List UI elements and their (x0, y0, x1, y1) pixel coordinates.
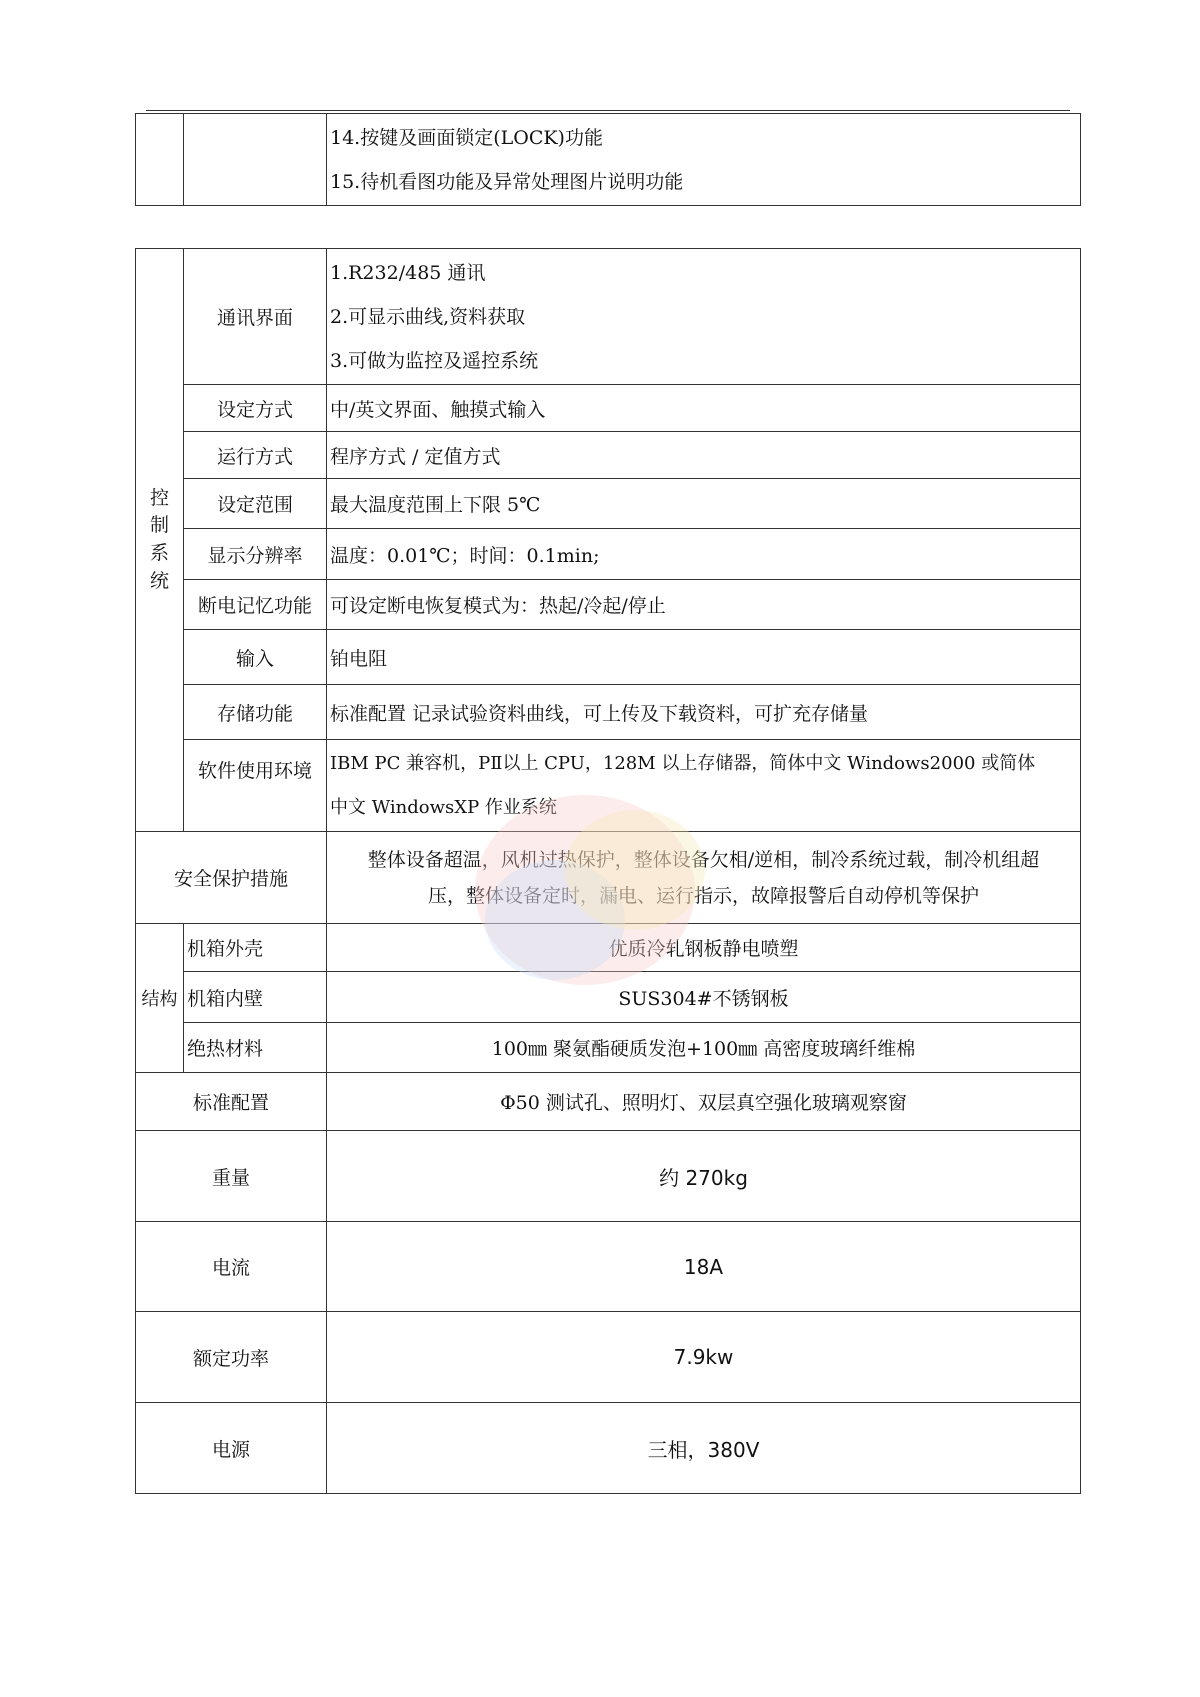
group-char: 统 (149, 569, 169, 592)
row-value: 中/英文界面、触摸式输入 (327, 385, 1081, 432)
header-rule (146, 110, 1070, 111)
feature-lines-cell (327, 114, 1081, 206)
row-label: 通讯界面 (184, 249, 327, 385)
value-line: 1.R232/485 通讯 (330, 261, 486, 284)
row-label: 设定方式 (184, 385, 327, 432)
row-label: 显示分辨率 (184, 529, 327, 580)
feature-list-table (135, 113, 1081, 206)
row-value: SUS304#不锈钢板 (327, 972, 1081, 1023)
value-line: 3.可做为监控及遥控系统 (330, 349, 539, 372)
row-value: 标准配置 记录试验资料曲线，可上传及下载资料，可扩充存储量 (327, 685, 1081, 740)
current-label: 电流 (136, 1222, 327, 1312)
safety-label: 安全保护措施 (136, 832, 327, 924)
control-system-group (136, 249, 184, 832)
row-value: 优质冷轧钢板静电喷塑 (327, 924, 1081, 972)
standard-value: Φ50 测试孔、照明灯、双层真空强化玻璃观察窗 (327, 1073, 1081, 1131)
safety-value (327, 832, 1081, 924)
group-char: 制 (149, 514, 169, 537)
row-value: 程序方式 / 定值方式 (327, 432, 1081, 479)
group-char: 系 (149, 542, 169, 564)
row-label: 机箱外壳 (184, 924, 327, 972)
supply-label: 电源 (136, 1403, 327, 1494)
group-char: 控 (149, 486, 169, 509)
row-value: 100㎜ 聚氨酯硬质发泡+100㎜ 高密度玻璃纤维棉 (327, 1023, 1081, 1073)
power-value: 7.9kw (327, 1312, 1081, 1403)
row-value: 铂电阻 (327, 630, 1081, 685)
row-label: 设定范围 (184, 479, 327, 529)
value-line: 整体设备超温，风机过热保护，整体设备欠相/逆相，制冷系统过载，制冷机组超 (367, 848, 1040, 871)
standard-label: 标准配置 (136, 1073, 327, 1131)
value-line: 中文 WindowsXP 作业系统 (330, 796, 557, 818)
comm-interface-value (327, 249, 1081, 385)
row-value: 最大温度范围上下限 5℃ (327, 479, 1081, 529)
row-label: 绝热材料 (184, 1023, 327, 1073)
value-line: 压，整体设备定时，漏电、运行指示，故障报警后自动停机等保护 (427, 884, 979, 907)
row-value: 可设定断电恢复模式为：热起/冷起/停止 (327, 580, 1081, 630)
feature-line: 14.按键及画面锁定(LOCK)功能 (330, 126, 603, 149)
power-label: 额定功率 (136, 1312, 327, 1403)
weight-label: 重量 (136, 1131, 327, 1222)
empty-group-cell (136, 114, 184, 206)
row-label: 输入 (184, 630, 327, 685)
value-line: 2.可显示曲线,资料获取 (330, 305, 526, 328)
row-value: 温度：0.01℃；时间：0.1min; (327, 529, 1081, 580)
weight-value: 约 270kg (327, 1131, 1081, 1222)
spec-table (135, 248, 1081, 1494)
supply-value: 三相，380V (327, 1403, 1081, 1494)
value-line: IBM PC 兼容机，PⅡ以上 CPU，128M 以上存储器，简体中文 Windows2000 或简体 (330, 752, 1036, 774)
row-label: 软件使用环境 (184, 740, 327, 832)
software-env-value (327, 740, 1081, 832)
structure-group: 结构 (136, 924, 184, 1073)
current-value: 18A (327, 1222, 1081, 1312)
row-label: 存储功能 (184, 685, 327, 740)
empty-label-cell (184, 114, 327, 206)
feature-line: 15.待机看图功能及异常处理图片说明功能 (330, 170, 684, 193)
row-label: 机箱内壁 (184, 972, 327, 1023)
row-label: 断电记忆功能 (184, 580, 327, 630)
row-label: 运行方式 (184, 432, 327, 479)
